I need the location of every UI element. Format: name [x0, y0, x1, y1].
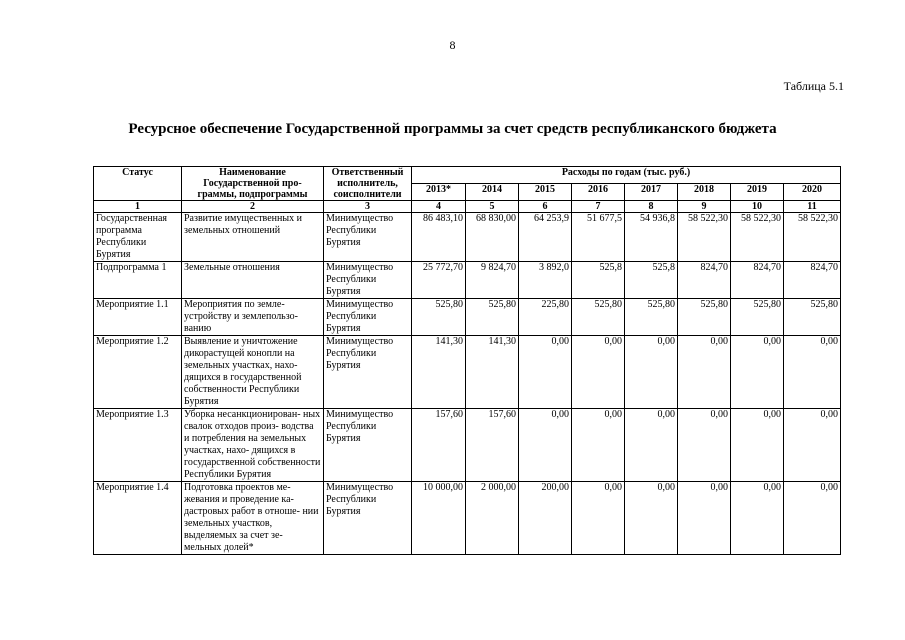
cell-value: 141,30 — [412, 336, 466, 409]
column-number: 1 — [94, 201, 182, 213]
cell-status: Мероприятие 1.3 — [94, 409, 182, 482]
cell-value: 225,80 — [519, 299, 572, 336]
column-number: 11 — [784, 201, 841, 213]
cell-value: 54 936,8 — [625, 213, 678, 262]
cell-status: Мероприятие 1.1 — [94, 299, 182, 336]
cell-executor: Минимущество Республики Бурятия — [324, 409, 412, 482]
cell-value: 824,70 — [784, 262, 841, 299]
cell-executor: Минимущество Республики Бурятия — [324, 482, 412, 555]
cell-value: 0,00 — [572, 336, 625, 409]
cell-value: 0,00 — [784, 409, 841, 482]
cell-status: Мероприятие 1.2 — [94, 336, 182, 409]
page-number: 8 — [449, 38, 456, 52]
header-year: 2018 — [678, 184, 731, 201]
cell-value: 0,00 — [678, 409, 731, 482]
cell-value: 0,00 — [731, 336, 784, 409]
table-row — [94, 213, 841, 262]
cell-status: Мероприятие 1.4 — [94, 482, 182, 555]
header-year: 2013* — [412, 184, 466, 201]
column-number: 8 — [625, 201, 678, 213]
cell-value: 2 000,00 — [466, 482, 519, 555]
cell-value: 9 824,70 — [466, 262, 519, 299]
cell-value: 525,80 — [678, 299, 731, 336]
cell-value: 525,80 — [731, 299, 784, 336]
cell-value: 25 772,70 — [412, 262, 466, 299]
column-numbers-row — [94, 201, 841, 213]
cell-value: 0,00 — [519, 336, 572, 409]
cell-value: 51 677,5 — [572, 213, 625, 262]
table-row — [94, 336, 841, 409]
table-row — [94, 262, 841, 299]
header-year: 2015 — [519, 184, 572, 201]
cell-value: 10 000,00 — [412, 482, 466, 555]
cell-value: 64 253,9 — [519, 213, 572, 262]
cell-name: Мероприятия по земле- устройству и землепользо- ванию — [182, 299, 324, 336]
table-body — [94, 213, 841, 555]
header-year: 2014 — [466, 184, 519, 201]
column-number: 5 — [466, 201, 519, 213]
cell-name: Уборка несанкционирован- ных свалок отходов произ- водства и потребления на земельных участках, нахо- дящихся в государственной собственности Республики Бурятия — [182, 409, 324, 482]
header-year: 2016 — [572, 184, 625, 201]
cell-value: 525,8 — [625, 262, 678, 299]
cell-value: 525,80 — [625, 299, 678, 336]
column-number: 10 — [731, 201, 784, 213]
cell-value: 141,30 — [466, 336, 519, 409]
header-name: Наименование Государственной про- граммы, подпрограммы — [182, 167, 324, 201]
table-row — [94, 409, 841, 482]
cell-value: 0,00 — [519, 409, 572, 482]
header-year: 2020 — [784, 184, 841, 201]
column-number: 2 — [182, 201, 324, 213]
cell-value: 525,80 — [412, 299, 466, 336]
column-number: 6 — [519, 201, 572, 213]
cell-value: 0,00 — [572, 482, 625, 555]
header-expenses: Расходы по годам (тыс. руб.) — [412, 167, 841, 184]
cell-name: Выявление и уничтожение дикорастущей конопли на земельных участках, нахо- дящихся в государственной собственности Республики Бурятия — [182, 336, 324, 409]
cell-name: Развитие имущественных и земельных отношений — [182, 213, 324, 262]
cell-value: 0,00 — [784, 482, 841, 555]
cell-value: 525,80 — [572, 299, 625, 336]
table-label: Таблица 5.1 — [783, 79, 844, 93]
cell-value: 3 892,0 — [519, 262, 572, 299]
cell-value: 824,70 — [678, 262, 731, 299]
cell-value: 0,00 — [625, 482, 678, 555]
cell-executor: Минимущество Республики Бурятия — [324, 262, 412, 299]
cell-executor: Минимущество Республики Бурятия — [324, 213, 412, 262]
header-status: Статус — [94, 167, 182, 201]
cell-value: 525,80 — [466, 299, 519, 336]
cell-value: 58 522,30 — [678, 213, 731, 262]
cell-name: Земельные отношения — [182, 262, 324, 299]
table-row — [94, 482, 841, 555]
table-row — [94, 299, 841, 336]
column-number: 7 — [572, 201, 625, 213]
column-number: 9 — [678, 201, 731, 213]
cell-status: Государственная программа Республики Бурятия — [94, 213, 182, 262]
cell-value: 58 522,30 — [731, 213, 784, 262]
cell-value: 824,70 — [731, 262, 784, 299]
cell-value: 0,00 — [625, 336, 678, 409]
header-year: 2019 — [731, 184, 784, 201]
cell-value: 0,00 — [731, 409, 784, 482]
cell-value: 0,00 — [678, 336, 731, 409]
cell-status: Подпрограмма 1 — [94, 262, 182, 299]
cell-value: 0,00 — [678, 482, 731, 555]
budget-table — [93, 166, 841, 555]
cell-value: 200,00 — [519, 482, 572, 555]
cell-value: 58 522,30 — [784, 213, 841, 262]
cell-value: 0,00 — [731, 482, 784, 555]
cell-value: 68 830,00 — [466, 213, 519, 262]
cell-value: 0,00 — [572, 409, 625, 482]
column-number: 4 — [412, 201, 466, 213]
cell-executor: Минимущество Республики Бурятия — [324, 299, 412, 336]
cell-value: 0,00 — [784, 336, 841, 409]
header-year: 2017 — [625, 184, 678, 201]
cell-executor: Минимущество Республики Бурятия — [324, 336, 412, 409]
column-number: 3 — [324, 201, 412, 213]
header-row-1 — [94, 167, 841, 184]
cell-value: 157,60 — [466, 409, 519, 482]
cell-name: Подготовка проектов ме- жевания и проведение ка- дастровых работ в отноше- нии земельных участков, выделяемых за счет зе- мельных долей* — [182, 482, 324, 555]
cell-value: 157,60 — [412, 409, 466, 482]
cell-value: 525,80 — [784, 299, 841, 336]
document-title: Ресурсное обеспечение Государственной программы за счет средств республиканского бюджета — [128, 121, 777, 137]
cell-value: 525,8 — [572, 262, 625, 299]
cell-value: 0,00 — [625, 409, 678, 482]
cell-value: 86 483,10 — [412, 213, 466, 262]
header-executor: Ответственный исполнитель, соисполнители — [324, 167, 412, 201]
